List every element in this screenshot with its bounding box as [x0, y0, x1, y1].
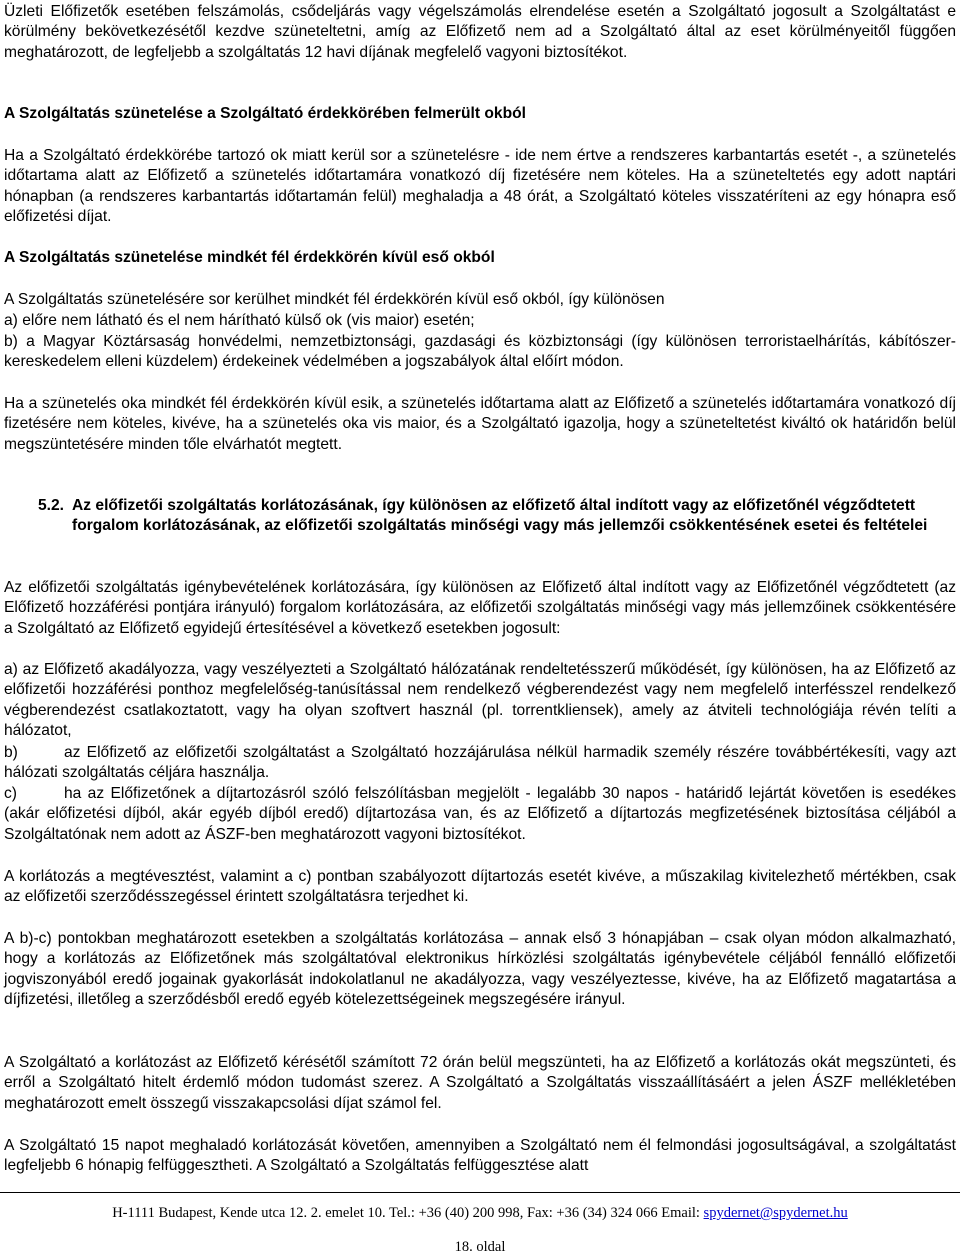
paragraph-restriction-scope: A korlátozás a megtévesztést, valamint a c) pontban szabályozott díjtartozás esetét kivéve, a műszakilag kivitelezhető mértékben, csak az előfizetői szerződésszegéssel érintett szolgáltatásra terjedhet ki.: [4, 868, 956, 906]
heading-external-suspension: A Szolgáltatás szünetelése mindkét fél érdekkörén kívül eső okból: [4, 249, 495, 266]
paragraph-restriction-bc: A b)-c) pontokban meghatározott esetekben a szolgáltatás korlátozása – annak első 3 hónapjában – csak olyan módon alkalmazható, hogy a korlátozás az Előfizetőnek más szolgáltatóval elektronikus hírközlési szolgáltatás igénybevétele céljából fennálló előfizetői jogviszonyából eredő jogainak gyakorlását indokolatlanul ne akadályozza, vagy veszélyeztesse, kivéve, ha az Előfizető magatartása a díjfizetési, illetőleg a szerződésből eredő egyéb kötelezettségeinek megszegésére irányul.: [4, 930, 956, 1009]
paragraph-provider-suspension: Ha a Szolgáltató érdekkörébe tartozó ok miatt kerül sor a szünetelésre - ide nem értve a rendszeres karbantartás esetét -, a szünetelés időtartama alatt az Előfizető a szünetelés időtartamára vonatkozó díj fizetésére nem köteles. Ha a szüneteltetés egy adott naptári hónapban (a rendszeres karbantartás időtartamán felül) meghaladja a 48 órát, a Szolgáltató köteles visszatéríteni az egy hónapra eső előfizetési díjat.: [4, 147, 956, 226]
list-text-b: az Előfizető az előfizetői szolgáltatást a Szolgáltató hozzájárulása nélkül harmadik személy részére továbbértékesíti, vagy azt hálózati szolgáltatás céljára használja.: [4, 744, 956, 782]
list-item-b: [4, 743, 956, 784]
footer-divider: [0, 1192, 960, 1193]
heading-provider-suspension: A Szolgáltatás szünetelése a Szolgáltató érdekkörében felmerült okból: [4, 105, 526, 122]
paragraph-external-b: b) a Magyar Köztársaság honvédelmi, nemzetbiztonsági, gazdasági és közbiztonsági (így különösen terroristaelhárítás, kábítószer-kereskedelem elleni küzdelem) érdekeinek védelmében a jogszabályok által előírt módon.: [4, 333, 956, 371]
list-marker-b: b): [4, 744, 18, 761]
footer-address: [0, 1203, 960, 1223]
paragraph-external-fees: Ha a szünetelés oka mindkét fél érdekkörén kívül esik, a szünetelés időtartama alatt az Előfizető a szünetelés időtartamára vonatkozó díj fizetésére nem köteles, kivéve, ha a szünetelés oka vis maior, és a Szolgáltató igazolja, hogy a szüneteltetést kiváltó ok határidőn belül megszüntetésére minden tőle elvárhatót megtett.: [4, 395, 956, 453]
paragraph-restriction-intro: Az előfizetői szolgáltatás igénybevételének korlátozására, így különösen az Előfizető által indított vagy az Előfizetőnél végződtetett (az Előfizető hozzáférési pontjára irányuló) forgalom korlátozására, az előfizetői szolgáltatás minőségi vagy más jellemzőinek csökkentésére a Szolgáltató az Előfizető egyidejű értesítésével a következő esetekben jogosult:: [4, 579, 956, 637]
footer-email-link[interactable]: spydernet@spydernet.hu: [703, 1205, 848, 1221]
page-number: 18. oldal: [454, 1239, 506, 1255]
paragraph-external-intro: A Szolgáltatás szünetelésére sor kerülhet mindkét fél érdekkörén kívül eső okból, így különösen: [4, 291, 665, 308]
footer-contact-text: H-1111 Budapest, Kende utca 12. 2. emelet 10. Tel.: +36 (40) 200 998, Fax: +36 (34) 324 066 Email:: [112, 1205, 704, 1221]
paragraph-external-a: a) előre nem látható és el nem hárítható külső ok (vis maior) esetén;: [4, 312, 475, 329]
section-number: 5.2.: [38, 497, 65, 514]
section-title: Az előfizetői szolgáltatás korlátozásának, így különösen az előfizető által indított vagy az előfizetőnél végződtetett forgalom korlátozásának, az előfizetői szolgáltatás minőségi vagy más jellemzői csökkentésének esetei és feltételei: [72, 497, 928, 535]
list-item-c: [4, 784, 956, 845]
paragraph-restriction-lift: A Szolgáltató a korlátozást az Előfizető kérésétől számított 72 órán belül megszünteti, ha az Előfizető a korlátozás okát megszünteti, és erről a Szolgáltató hitelt érdemlő módon tudomást szerez. A Szolgáltató a Szolgáltatás visszaállításáért a jelen ÁSZF mellékletében meghatározott emelt összegű visszakapcsolási díjat számol fel.: [4, 1054, 956, 1112]
list-marker-c: c): [4, 785, 17, 802]
paragraph-suspension-15days: A Szolgáltató 15 napot meghaladó korlátozását követően, amennyiben a Szolgáltató nem él felmondási jogosultságával, a szolgáltatást legfeljebb 6 hónapig felfüggesztheti. A Szolgáltató a Szolgáltatás felfüggesztése alatt: [4, 1137, 956, 1175]
list-item-a: a) az Előfizető akadályozza, vagy veszélyezteti a Szolgáltató hálózatának rendeltetésszerű működését, így különösen, ha az Előfizető az előfizetői hozzáférési ponthoz megfelelőség-tanúsítással nem rendelkező végberendezést vagy nem megfelelő interfésszel rendelkező végberendezést csatlakoztatott, vagy ha olyan szoftvert használ (pl. torrentkliensek), amely az átviteli technológiája révén telíti a hálózatot,: [4, 661, 956, 740]
paragraph-liquidation: Üzleti Előfizetők esetében felszámolás, csődeljárás vagy végelszámolás elrendelése esetén a Szolgáltató jogosult a Szolgáltatást e körülmény bekövetkezésétől kezdve szüneteltetni, amíg az Előfizető nem ad a Szolgáltató által az eset körülményeitől függően meghatározott, de legfeljebb a szolgáltatás 12 havi díjának megfelelő vagyoni biztosítékot.: [4, 3, 956, 61]
list-text-c: ha az Előfizetőnek a díjtartozásról szóló felszólításban megjelölt - legalább 30 napos - határidő lejártát követően is esedékes (akár előfizetési díjból, akár egyéb díjból eredő) díjtartozása van, és az Előfizető a díjtartozás megfizetésének biztosítása céljából a Szolgáltatónak nem adott az ÁSZF-ben meghatározott vagyoni biztosítékot.: [4, 785, 956, 843]
